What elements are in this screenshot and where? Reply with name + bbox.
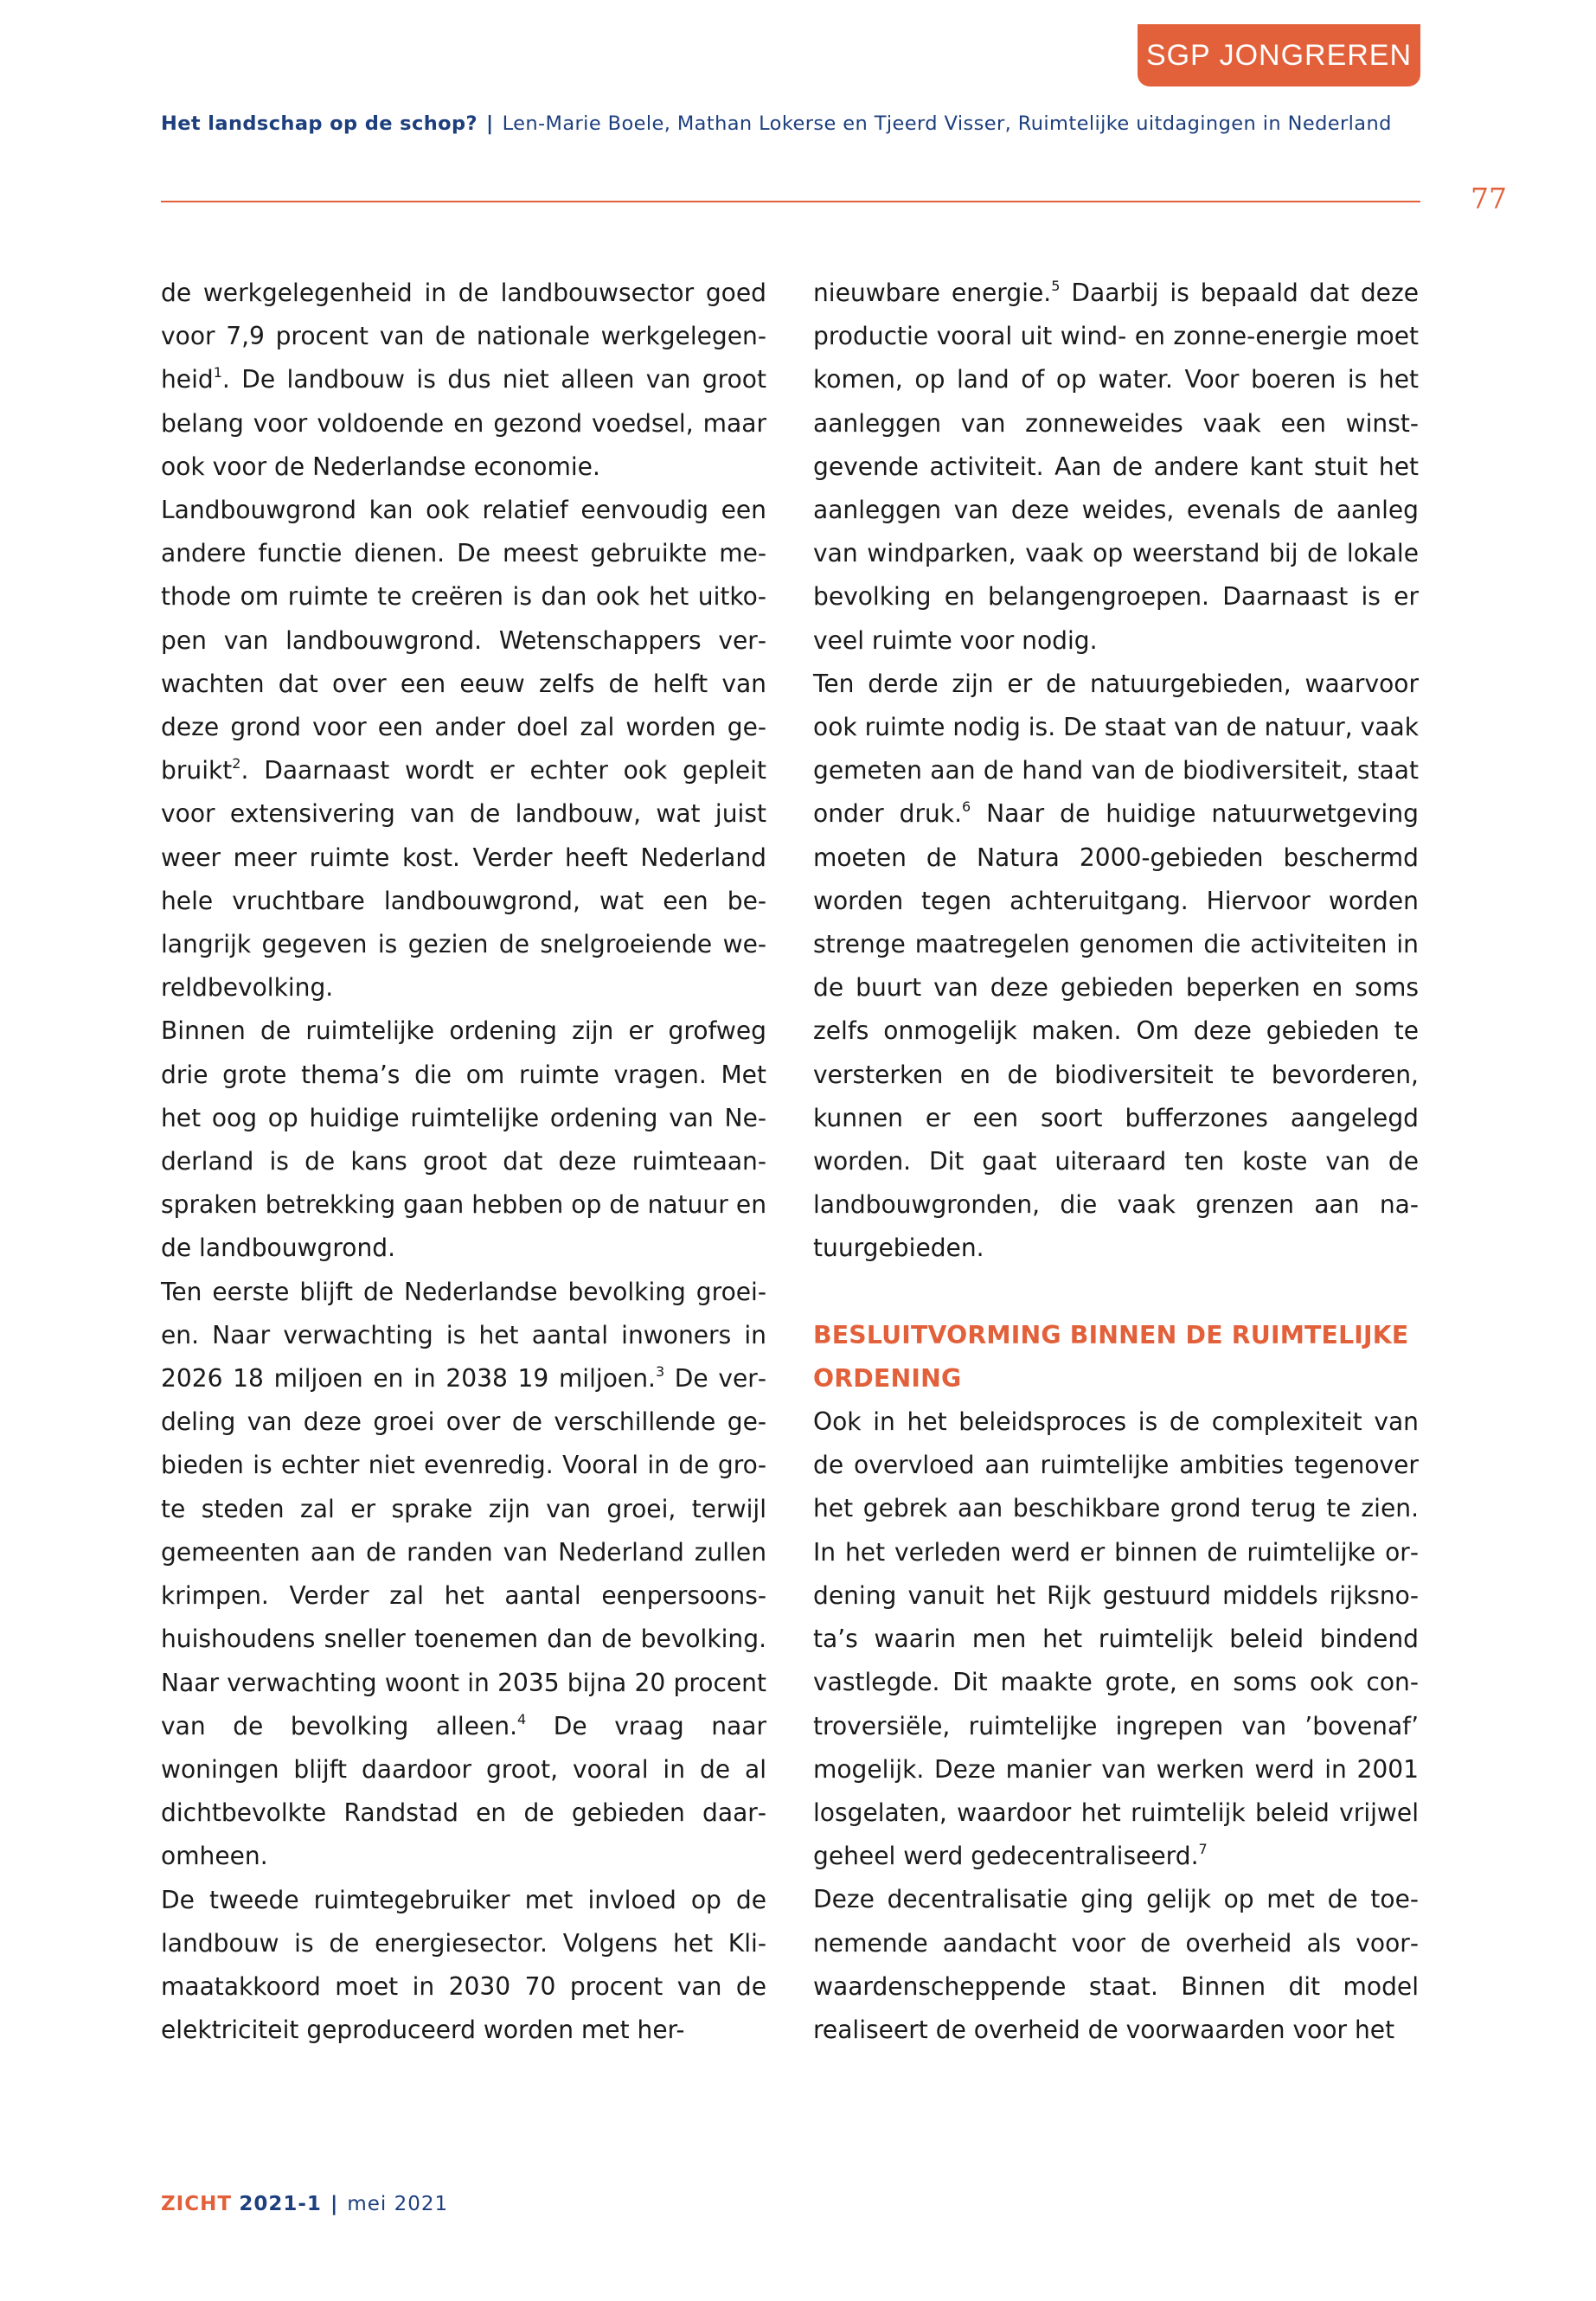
- header-rule: [161, 201, 1420, 202]
- footnote-ref: 4: [517, 1710, 527, 1727]
- paragraph: Ten derde zijn er de natuurgebieden, waarvoor ook ruimte nodig is. De staat van de natuur, vaak gemeten aan de hand van de biodiversiteit, staat onder druk.$^6$ Naar de huidige natuurwetgeving moeten de Natura 2000-gebieden beschermd worden tegen achteruitgang. Hiervoor worden strenge maatregelen genomen die activiteiten in de buurt van deze gebieden beperken en soms zelfs onmogelijk maken. Om deze gebieden te versterken en de biodiversiteit te bevorderen, kunnen er een soort bufferzones aangelegd worden. Dit gaat uiteraard ten koste van de landbouwgronden, die vaak grenzen aan natuurgebieden.: [813, 669, 1419, 1263]
- footer-brand: ZICHT: [161, 2193, 233, 2215]
- paragraph: Ten eerste blijft de Nederlandse bevolking groeien. Naar verwachting is het aantal inwoners in 2026 18 miljoen en in 2038 19 miljoen.$^3$ De verdeling van deze groei over de verschillende gebieden is echter niet evenredig. Vooral in de grote steden zal er sprake zijn van groei, terwijl gemeenten aan de randen van Nederland zullen krimpen. Verder zal het aantal eenpersoonshuishoudens sneller toenemen dan de bevolking. Naar verwachting woont in 2035 bijna 20 procent van de bevolking alleen.$^4$ De vraag naar woningen blijft daardoor groot, vooral in de al dichtbevolkte Randstad en de gebieden daaromheen.: [161, 1277, 767, 1871]
- paragraph: nieuwbare energie.$^5$ Daarbij is bepaald dat deze productie vooral uit wind- en zonne-energie moet komen, op land of op water. Voor boeren is het aanleggen van zonneweides vaak een winstgevende activiteit. Aan de andere kant stuit het aanleggen van deze weides, evenals de aanleg van windparken, vaak op weerstand bij de lokale bevolking en belangengroepen. Daarnaast is er veel ruimte voor nodig.: [813, 278, 1419, 655]
- running-header: [161, 112, 1424, 135]
- header-separator: |: [485, 112, 494, 135]
- authors-subtitle: Len-Marie Boele, Mathan Lokerse en Tjeerd Visser, Ruimtelijke uitdagingen in Nederland: [502, 112, 1392, 135]
- paragraph: Ook in het beleidsproces is de complexiteit van de overvloed aan ruimtelijke ambities tegenover het gebrek aan beschikbare grond terug te zien. In het verleden werd er binnen de ruimtelijke ordening vanuit het Rijk gestuurd middels rijksnota’s waarin men het ruimtelijk beleid bindend vastlegde. Dit maakte grote, en soms ook controversiële, ruimtelijke ingrepen van ’bovenaf’ mogelijk. Deze manier van werken werd in 2001 losgelaten, waardoor het ruimtelijk beleid vrijwel geheel werd gedecentraliseerd.$^7$: [813, 1407, 1419, 1871]
- paragraph: Binnen de ruimtelijke ordening zijn er grofweg drie grote thema’s die om ruimte vragen. Met het oog op huidige ruimtelijke ordening van Nederland is de kans groot dat deze ruimteaanspraken betrekking gaan hebben op de natuur en de landbouwgrond.: [161, 1016, 766, 1263]
- page-number: 77: [1471, 182, 1507, 215]
- section-tag: SGP JONGREREN: [1138, 24, 1420, 87]
- section-heading: BESLUITVORMING BINNEN DE RUIMTELIJKE ORDENING: [813, 1320, 1409, 1393]
- paragraph: de werkgelegenheid in de landbouwsector goed voor 7,9 procent van de nationale werkgelegenheid$^1$. De landbouw is dus niet alleen van groot belang voor voldoende en gezond voedsel, maar ook voor de Nederlandse economie.: [161, 279, 766, 481]
- article-title: Het landschap op de schop?: [161, 112, 478, 135]
- footnote-ref: 1: [213, 364, 222, 381]
- footnote-ref: 5: [1051, 278, 1061, 294]
- paragraph: Deze decentralisatie ging gelijk op met de toenemende aandacht voor de overheid als voorwaardenscheppende staat. Binnen dit model realiseert de overheid de voorwaarden voor het: [813, 1885, 1419, 2044]
- footnote-ref: 2: [232, 755, 241, 772]
- paragraph: De tweede ruimtegebruiker met invloed op de landbouw is de energiesector. Volgens het Klimaatakkoord moet in 2030 70 procent van de elektriciteit geproduceerd worden met her-: [161, 1885, 766, 2045]
- left-column: [161, 272, 766, 2052]
- footer-separator: |: [330, 2193, 339, 2215]
- footnote-ref: 7: [1198, 1841, 1208, 1858]
- footer: [161, 2193, 448, 2215]
- footnote-ref: 3: [655, 1363, 665, 1381]
- footer-date: mei 2021: [347, 2193, 449, 2215]
- footnote-ref: 6: [962, 798, 971, 816]
- right-column: [813, 272, 1419, 2052]
- footer-issue: 2021-1: [239, 2193, 322, 2215]
- paragraph: Landbouwgrond kan ook relatief eenvoudig een andere functie dienen. De meest gebruikte methode om ruimte te creëren is dan ook het uitkopen van landbouwgrond. Wetenschappers verwachten dat over een eeuw zelfs de helft van deze grond voor een ander doel zal worden gebruikt$^2$. Daarnaast wordt er echter ook gepleit voor extensivering van de landbouw, wat juist weer meer ruimte kost. Verder heeft Nederland hele vruchtbare landbouwgrond, wat een belangrijk gegeven is gezien de snelgroeiende wereldbevolking.: [161, 496, 766, 1003]
